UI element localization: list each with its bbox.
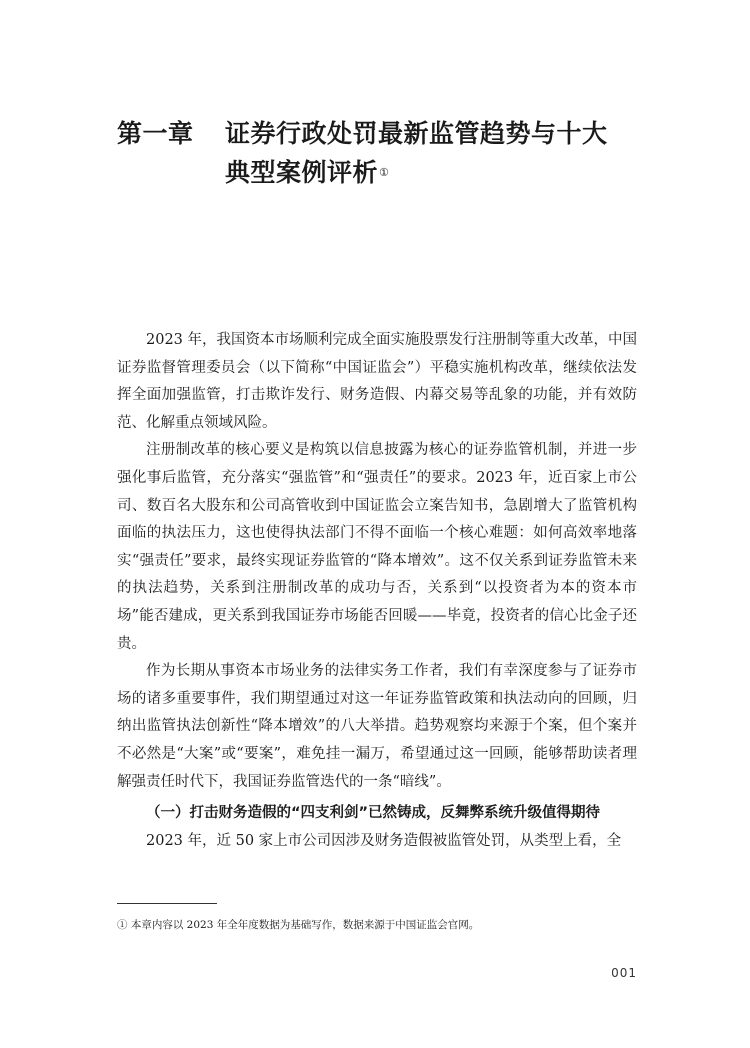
footnote-divider bbox=[117, 903, 217, 904]
footnote-marker[interactable]: ① bbox=[379, 166, 390, 179]
chapter-title-line1 bbox=[117, 114, 657, 153]
chapter-title-text-2: 典型案例评析 bbox=[225, 158, 379, 187]
paragraph: 2023 年，近 50 家上市公司因涉及财务造假被监管处罚，从类型上看，全 bbox=[146, 832, 622, 849]
paragraph: 作为长期从事资本市场业务的法律实务工作者，我们有幸深度参与了证券市场的诸多重要事件，我们期望通过对这一年证券监管政策和执法动向的回顾，归纳出监管执法创新性“降本增效”的八大举措。趋势观察均来源于个案，但个案并不必然是“大案”或“要案”，难免挂一漏万，希望通过这一回顾，能够帮助读者理解强责任时代下，我国证券监管迭代的一条“暗线”。 bbox=[117, 663, 637, 790]
section-heading: （一）打击财务造假的“四支利剑”已然铸成，反舞弊系统升级值得期待 bbox=[146, 805, 601, 822]
paragraph: 2023 年，我国资本市场顺利完成全面实施股票发行注册制等重大改革，中国证券监督管理委员会（以下简称“中国证监会”）平稳实施机构改革，继续依法发挥全面加强监管，打击欺诈发行、财务造假、内幕交易等乱象的功能，并有效防范、化解重点领域风险。 bbox=[117, 332, 638, 431]
chapter-heading bbox=[117, 114, 657, 192]
chapter-label: 第一章 bbox=[117, 119, 194, 148]
page-number: 001 bbox=[611, 966, 637, 980]
footnote: ① 本章内容以 2023 年全年度数据为基础写作，数据来源于中国证监会官网。 bbox=[117, 919, 480, 931]
chapter-title-line2 bbox=[117, 153, 657, 192]
paragraph: 注册制改革的核心要义是构筑以信息披露为核心的证券监管机制，并进一步强化事后监管，充分落实“强监管”和“强责任”的要求。2023 年，近百家上市公司、数百名大股东和公司高管收到中国证监会立案告知书，急剧增大了监管机构面临的执法压力，这也使得执法部门不得不面临一个核心难题：如何高效率地落实“强责任”要求，最终实现证券监管的“降本增效”。这不仅关系到证券监管未来的执法趋势，关系到注册制改革的成功与否，关系到“以投资者为本的资本市场”能否建成，更关系到我国证券市场能否回暖——毕竟，投资者的信心比金子还贵。 bbox=[117, 442, 637, 652]
body-text bbox=[117, 327, 637, 855]
chapter-title-text-1: 证券行政处罚最新监管趋势与十大 bbox=[225, 119, 608, 148]
title-indent bbox=[117, 153, 225, 192]
